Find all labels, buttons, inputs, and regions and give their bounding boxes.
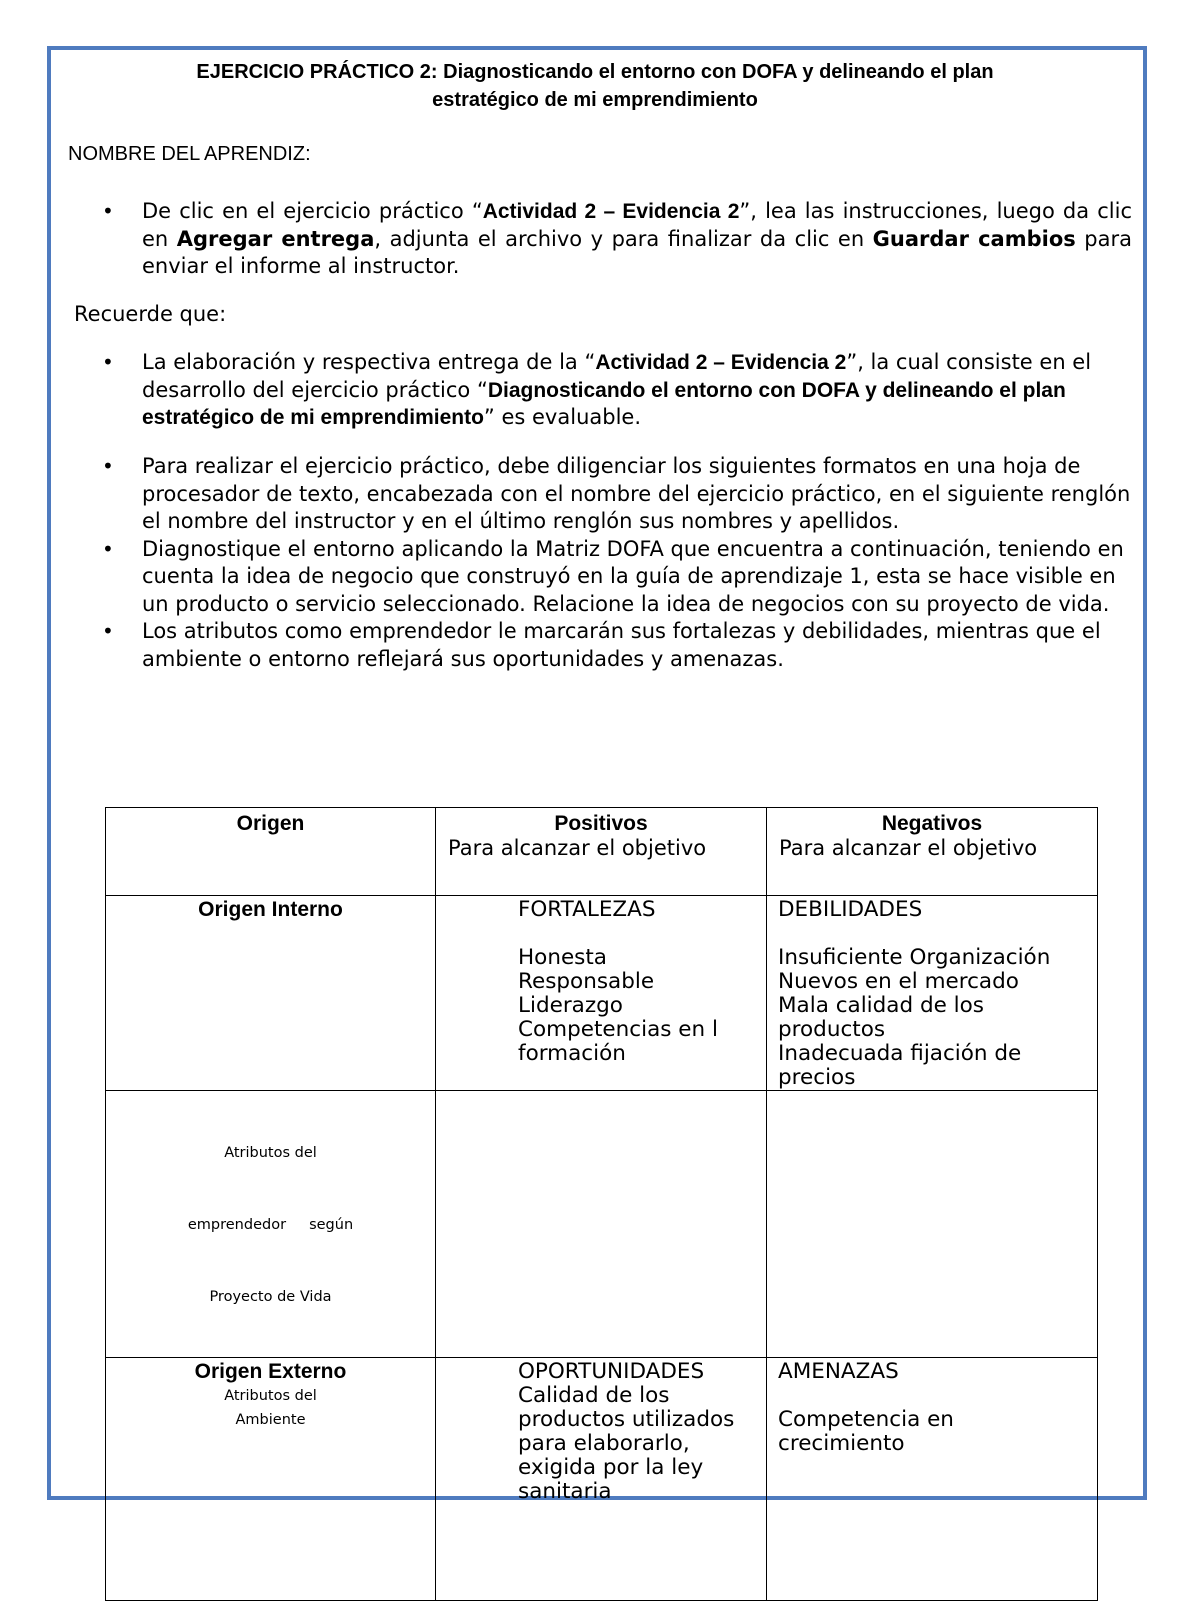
instructions-list — [102, 198, 1132, 281]
header-positivos-label: Positivos — [554, 812, 648, 835]
header-origen — [106, 808, 436, 896]
nombre-aprendiz-label: NOMBRE DEL APRENDIZ: — [68, 143, 311, 165]
origen-externo-cell — [106, 1358, 436, 1601]
debilidad-item: productos — [778, 1017, 886, 1042]
header-origen-label: Origen — [236, 812, 305, 835]
header-negativos — [767, 808, 1098, 896]
origen-interno-label: Origen Interno — [198, 898, 343, 921]
fortaleza-item: Liderazgo — [518, 993, 623, 1018]
oportunidad-item: exigida por la ley — [518, 1455, 704, 1480]
instruction-bold-activity: Actividad 2 – Evidencia 2 — [482, 200, 740, 223]
origen-interno-cell — [106, 896, 436, 1091]
amenaza-item: Competencia en — [778, 1407, 954, 1432]
atributos-emprendedor-cell — [106, 1091, 436, 1358]
note-item-diagnostique: • Diagnostique el entorno aplicando la Matriz DOFA que encuentra a continuación, teniendo en cuenta la idea de negocio que construyó en la guía de aprendizaje 1, esta se hace visible en un producto o servicio seleccionado. Relacione la idea de negocios con su proyecto de vida. — [102, 536, 1132, 619]
fortalezas-cell — [436, 896, 767, 1091]
atributos-ambiente-line: Ambiente — [235, 1412, 306, 1428]
debilidad-item: Inadecuada fijación de — [778, 1041, 1022, 1066]
debilidad-item: precios — [778, 1065, 856, 1090]
header-row — [106, 808, 1098, 896]
debilidades-cell — [767, 896, 1098, 1091]
instruction-bold-guardar: Guardar cambios — [872, 226, 1076, 251]
title-line-1: EJERCICIO PRÁCTICO 2: Diagnosticando el entorno con DOFA y delineando el plan — [196, 61, 994, 83]
instruction-bold-agregar: Agregar entrega — [176, 226, 375, 251]
note-text: ”, la cual consiste en el desarrollo del ejercicio práctico “ — [142, 350, 1092, 402]
instruction-text: , adjunta el archivo y para finalizar da clic en — [374, 226, 873, 251]
oportunidad-item: para elaborarlo, — [518, 1431, 690, 1456]
recuerde-label: Recuerde que: — [74, 302, 227, 326]
oportunidad-item: productos utilizados — [518, 1407, 735, 1432]
origen-externo-label: Origen Externo — [194, 1360, 347, 1383]
externo-row — [106, 1358, 1098, 1601]
oportunidad-item: Calidad de los — [518, 1383, 670, 1408]
note-item-atributos: • Los atributos como emprendedor le marcarán sus fortalezas y debilidades, mientras que el ambiente o entorno reflejará sus oportunidades y amenazas. — [102, 618, 1132, 673]
note-text: ” es evaluable. — [483, 405, 642, 429]
fortalezas-title: FORTALEZAS — [518, 897, 656, 922]
atributos-emprendedor-line: Proyecto de Vida — [209, 1289, 332, 1305]
debilidad-item: Nuevos en el mercado — [778, 969, 1019, 994]
atributos-emprendedor-line: Atributos del — [224, 1145, 317, 1161]
document-title — [70, 58, 1120, 114]
amenazas-title: AMENAZAS — [778, 1359, 899, 1384]
note-bold-activity: Actividad 2 – Evidencia 2 — [595, 351, 847, 374]
title-line-2: estratégico de mi emprendimiento — [432, 89, 758, 111]
amenaza-item: crecimiento — [778, 1431, 905, 1456]
notes-list-2 — [102, 453, 1132, 673]
note-bold-exercise: Diagnosticando el entorno con DOFA y delineando el plan estratégico de mi emprendimiento — [142, 378, 1066, 429]
notes-list-1 — [102, 349, 1132, 432]
debilidades-title: DEBILIDADES — [778, 897, 923, 922]
note-item-evaluable — [102, 349, 1132, 432]
header-negativos-sub: Para alcanzar el objetivo — [779, 836, 1038, 860]
amenazas-cell — [767, 1358, 1098, 1601]
instruction-item — [102, 198, 1132, 281]
header-positivos — [436, 808, 767, 896]
atributos-ambiente-line: Atributos del — [224, 1388, 317, 1404]
note-item-formatos: • Para realizar el ejercicio práctico, debe diligenciar los siguientes formatos en una hoja de procesador de texto, encabezada con el nombre del ejercicio práctico, en el siguiente renglón el nombre del instructor y en el último renglón sus nombres y apellidos. — [102, 453, 1132, 536]
atributos-emprendedor-line: emprendedor según — [187, 1217, 354, 1233]
instruction-text: De clic en el ejercicio práctico “ — [142, 199, 483, 223]
fortaleza-item: Honesta — [518, 945, 607, 970]
debilidad-item: Mala calidad de los — [778, 993, 984, 1018]
header-negativos-label: Negativos — [881, 812, 983, 835]
instruction-text: para enviar el informe al instructor. — [142, 226, 1132, 278]
note-text: La elaboración y respectiva entrega de la “ — [142, 350, 596, 374]
oportunidad-item: sanitaria — [518, 1479, 612, 1504]
dofa-matrix — [105, 807, 1098, 1601]
debilidad-item: Insuficiente Organización — [778, 945, 1051, 970]
empty-negativos-cell — [767, 1091, 1098, 1358]
instruction-text: ”, lea las instrucciones, luego da clic en — [142, 199, 1132, 251]
fortaleza-item: Competencias en l — [518, 1017, 718, 1042]
atributos-emprendedor-row — [106, 1091, 1098, 1358]
oportunidades-cell — [436, 1358, 767, 1601]
oportunidades-title: OPORTUNIDADES — [518, 1359, 705, 1384]
interno-row — [106, 896, 1098, 1091]
header-positivos-sub: Para alcanzar el objetivo — [448, 836, 707, 860]
empty-positivos-cell — [436, 1091, 767, 1358]
fortaleza-item: Responsable — [518, 969, 655, 994]
fortaleza-item: formación — [518, 1041, 626, 1066]
